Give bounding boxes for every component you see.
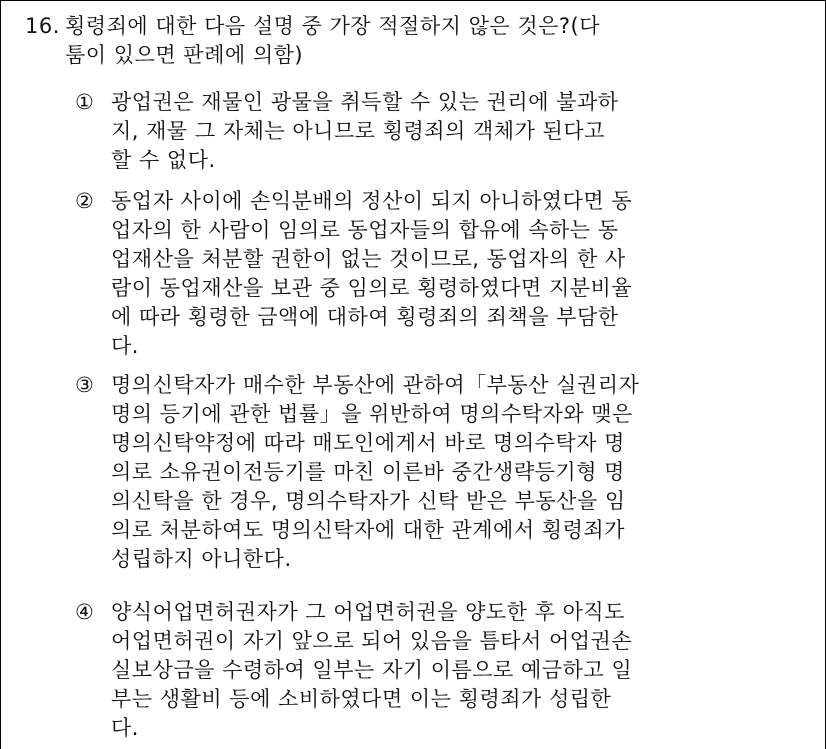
option-4-text	[111, 598, 765, 743]
option-4-line: 양식어업면허권자가 그 어업면허권을 양도한 후 아직도	[111, 600, 625, 624]
option-1-text	[111, 88, 765, 175]
option-2	[75, 187, 765, 361]
option-2-line: 동업자 사이에 손익분배의 정산이 되지 아니하였다면 동	[111, 189, 633, 213]
option-3-line: 의로 처분하여도 명의신탁자에 대한 관계에서 횡령죄가	[111, 518, 625, 542]
option-2-marker: ②	[75, 189, 95, 213]
option-3-line: 의신탁을 한 경우, 명의수탁자가 신탁 받은 부동산을 임	[111, 489, 626, 513]
question-line-1	[25, 12, 785, 41]
option-3-line: 의로 소유권이전등기를 마친 이른바 중간생략등기형 명	[111, 460, 625, 484]
option-4-line: 실보상금을 수령하여 일부는 자기 이름으로 예금하고 일	[111, 658, 633, 682]
option-1-line: 지, 재물 그 자체는 아니므로 횡령죄의 객체가 된다고	[111, 119, 605, 143]
option-1-marker: ①	[75, 90, 95, 114]
option-1	[75, 88, 765, 175]
option-2-line: 업재산을 처분할 권한이 없는 것이므로, 동업자의 한 사	[111, 247, 626, 271]
option-3-text	[111, 371, 765, 574]
option-2-line: 람이 동업재산을 보관 중 임의로 횡령하였다면 지분비율	[111, 276, 633, 300]
option-3-line: 성립하지 아니한다.	[111, 547, 292, 571]
question-16	[25, 12, 785, 70]
option-1-line: 광업권은 재물인 광물을 취득할 수 있는 권리에 불과하	[111, 90, 619, 114]
option-2-line: 업자의 한 사람이 임의로 동업자들의 합유에 속하는 동	[111, 218, 619, 242]
option-3-line: 명의신탁약정에 따라 매도인에게서 바로 명의수탁자 명	[111, 431, 625, 455]
option-3-line: 명의 등기에 관한 법률」을 위반하여 명의수탁자와 맺은	[111, 402, 633, 426]
option-4-marker: ④	[75, 600, 95, 624]
option-1-line: 할 수 없다.	[111, 148, 216, 172]
option-3-line: 명의신탁자가 매수한 부동산에 관하여「부동산 실권리자	[111, 373, 640, 397]
option-4-line: 다.	[111, 716, 139, 740]
question-stem-line-1: 횡령죄에 대한 다음 설명 중 가장 적절하지 않은 것은?(다	[65, 14, 601, 38]
question-number: 16.	[25, 14, 60, 38]
option-3	[75, 371, 765, 574]
option-2-line: 에 따라 횡령한 금액에 대하여 횡령죄의 죄책을 부담한	[111, 305, 619, 329]
question-stem-line-2: 툼이 있으면 판례에 의함)	[65, 43, 304, 67]
option-4	[75, 598, 765, 743]
option-4-line: 부는 생활비 등에 소비하였다면 이는 횡령죄가 성립한	[111, 687, 612, 711]
option-4-line: 어업면허권이 자기 앞으로 되어 있음을 틈타서 어업권손	[111, 629, 633, 653]
option-2-line: 다.	[111, 334, 139, 358]
option-3-marker: ③	[75, 373, 95, 397]
option-2-text	[111, 187, 765, 361]
